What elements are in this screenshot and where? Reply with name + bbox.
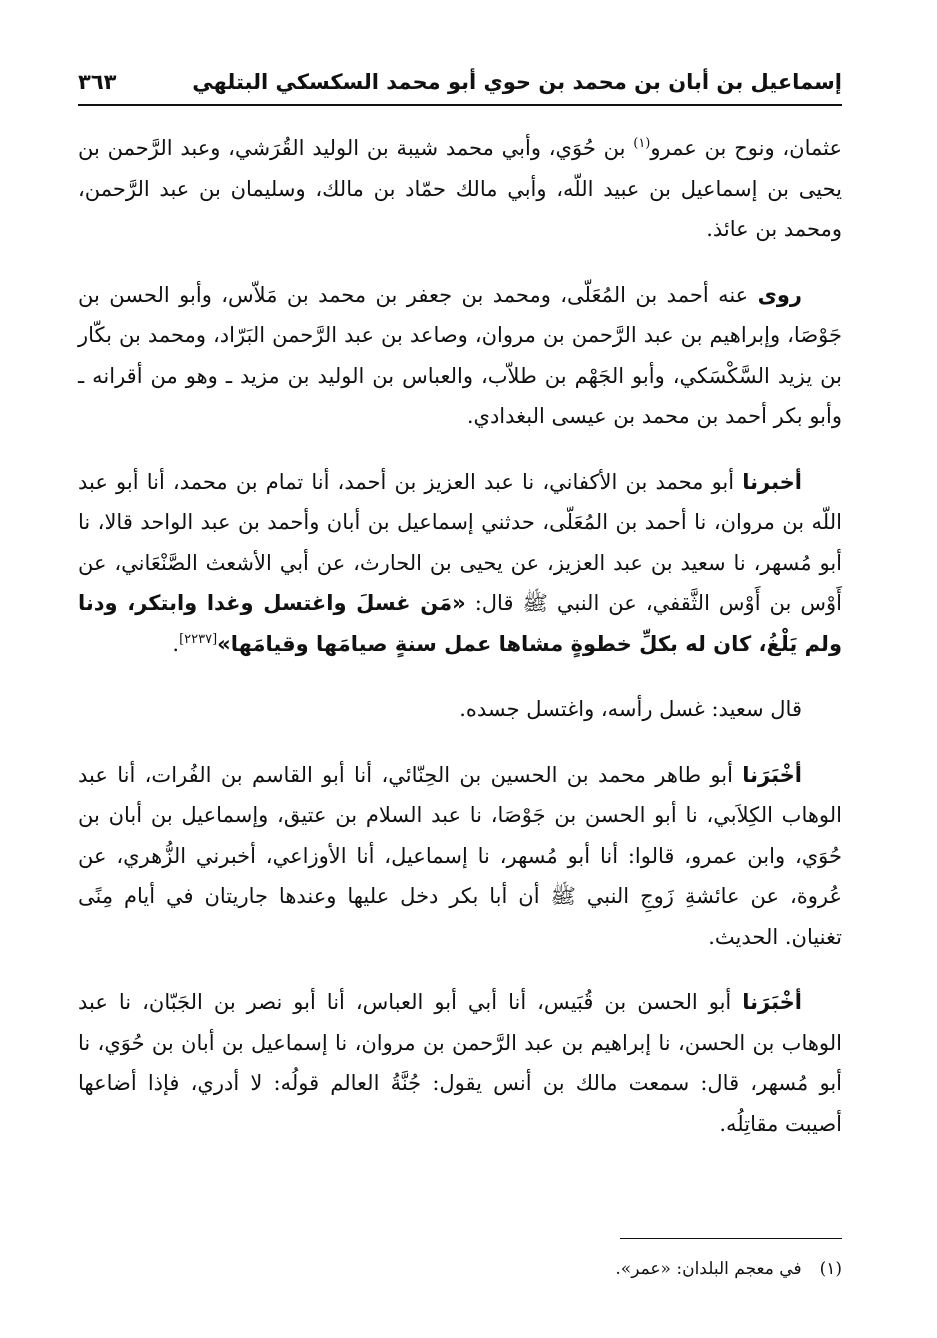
page-header bbox=[78, 62, 842, 102]
hadith-number: [٢٢٣٧] bbox=[179, 631, 218, 647]
footnote-text: في معجم البلدان: «عمر». bbox=[615, 1259, 802, 1279]
header-rule bbox=[78, 104, 842, 106]
paragraph-text: أبو محمد بن الأكفاني، نا عبد العزيز بن أحمد، أنا تمام بن محمد، أنا أبو عبد اللّه بن مروان، نا أحمد بن المُعَلّى، حدثني إسماعيل بن أبان وأحمد بن عبد الواحد قالا، نا أبو مُسهر، نا سعيد بن عبد العزيز، عن يحيى بن الحارث، عن أبي الأشعث الصَّنْعَاني، عن أَوْس بن أَوْس الثَّقفي، عن النبي ﷺ قال: bbox=[78, 469, 842, 615]
paragraph-lead-word: أخْبَرَنا bbox=[742, 762, 802, 787]
page-body bbox=[78, 128, 842, 1169]
paragraph-lead-word: روى bbox=[757, 282, 802, 307]
paragraph-lead-word: أخْبَرَنا bbox=[742, 990, 802, 1014]
paragraph-hadith-1 bbox=[78, 462, 842, 665]
paragraph-text: قال سعيد: غسل رأسه، واغتسل جسده. bbox=[459, 697, 802, 721]
footnote-reference: (١) bbox=[633, 136, 651, 151]
paragraph-text: أبو طاهر محمد بن الحسين بن الحِنّائي، أنا أبو القاسم بن الفُرات، أنا عبد الوهاب الكِلاَبي، نا أبو الحسن بن جَوْصَا، نا عبد السلام بن عتيق، وإسماعيل بن أبان بن حُوَي، وابن عمرو، قالوا: أنا أبو مُسهر، نا إسماعيل، أنا الأوزاعي، أخبرني الزُّهري، عن عُروة، عن عائشةِ زَوجِ النبي ﷺ أن أبا بكر دخل عليها وعندها جاريتان في أيام مِنًى تغنيان. الحديث. bbox=[78, 762, 842, 949]
paragraph-end: . bbox=[172, 631, 180, 656]
paragraph-text: عنه أحمد بن المُعَلّى، ومحمد بن جعفر بن محمد بن مَلاّس، وأبو الحسن بن جَوْصَا، وإبراهيم بن عبد الرَّحمن بن مروان، وصاعد بن عبد الرَّحمن البَرّاد، ومحمد بن بكّار بن يزيد السَّكْسَكي، وأبو الجَهْم بن طلاّب، والعباس بن الوليد بن مزيد ـ وهو من أقرانه ـ وأبو بكر أحمد بن محمد بن عيسى البغدادي. bbox=[78, 282, 842, 428]
footnote-rule bbox=[620, 1238, 842, 1239]
footnote-marker: (١) bbox=[819, 1259, 842, 1279]
paragraph-text: بن حُوَي، وأبي محمد شيبة بن الوليد القُرَشي، وعبد الرَّحمن بن يحيى بن إسماعيل بن عبيد اللّه، وأبي مالك حمّاد بن مالك، وسليمان بن عبد الرَّحمن، ومحمد بن عائذ. bbox=[78, 136, 842, 241]
page-number: ٣٦٣ bbox=[78, 70, 117, 94]
hadith-text: «مَن غسلَ واغتسل وغدا وابتكر، ودنا ولم يَلْغُ، كان له بكلِّ خطوةٍ مشاها عمل سنةٍ صيامَها وقيامَها» bbox=[78, 591, 842, 656]
paragraph-lead-word: أخبرنا bbox=[742, 469, 802, 494]
paragraph-hadith-2 bbox=[78, 755, 842, 958]
running-title: إسماعيل بن أبان بن محمد بن حوي أبو محمد السكسكي البتلهي bbox=[192, 70, 842, 94]
paragraph-teachers bbox=[78, 128, 842, 250]
paragraph-narrators bbox=[78, 275, 842, 437]
paragraph-saying bbox=[78, 982, 842, 1144]
footnote bbox=[78, 1256, 842, 1282]
paragraph-explanation bbox=[78, 689, 842, 730]
paragraph-text: أبو الحسن بن قُبَيس، أنا أبي أبو العباس، أنا أبو نصر بن الجَبّان، نا عبد الوهاب بن الحسن، نا إبراهيم بن عبد الرَّحمن بن مروان، نا إسماعيل بن أبان بن حُوَي، نا أبو مُسهر، قال: سمعت مالك بن أنس يقول: جُنَّةُ العالم قولُه: لا أدري، فإذا أضاعها أصيبت مقاتِلُه. bbox=[78, 990, 842, 1136]
paragraph-text: عثمان، ونوح بن عمرو bbox=[650, 136, 842, 160]
